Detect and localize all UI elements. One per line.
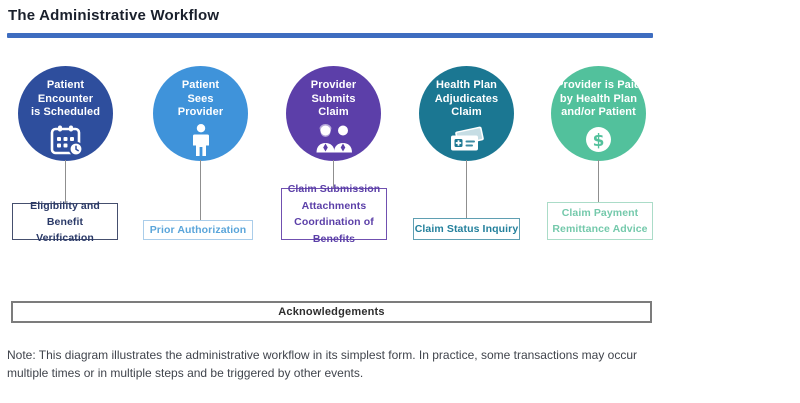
calendar-clock-icon xyxy=(48,124,84,157)
step-circle-patient-sees-provider xyxy=(153,66,248,161)
step-label: Provider Submits Claim xyxy=(310,79,357,118)
acknowledgements-label: Acknowledgements xyxy=(278,306,385,318)
svg-text:$: $ xyxy=(592,130,605,151)
step-circle-patient-encounter xyxy=(18,66,113,161)
transaction-box-claim-payment: Claim Payment Remittance Advice xyxy=(547,202,653,240)
step-circle-provider-paid xyxy=(551,66,646,161)
connector-line xyxy=(466,160,467,218)
acknowledgements-box xyxy=(11,301,652,323)
transaction-box-claim-status: Claim Status Inquiry xyxy=(413,218,520,240)
connector-line xyxy=(598,160,599,202)
step-label: Patient Encounter is Scheduled xyxy=(30,79,101,118)
transaction-box-eligibility: Eligibility and Benefit Verification xyxy=(12,203,118,240)
footnote: Note: This diagram illustrates the administrative workflow in its simplest form. In practice, some transactions may occur multiple times or in multiple steps and be triggered by other events. xyxy=(7,348,637,380)
step-circle-provider-submits-claim xyxy=(286,66,381,161)
title-divider xyxy=(7,33,653,38)
transaction-box-claim-submission: Claim Submission Attachments Coordination of Benefits xyxy=(281,188,387,240)
connector-line xyxy=(200,160,201,220)
patient-icon xyxy=(191,124,211,156)
step-label: Patient Sees Provider xyxy=(177,79,224,118)
providers-icon xyxy=(314,124,354,153)
insurance-card-icon xyxy=(447,124,487,154)
step-circle-health-plan-adjudicates xyxy=(419,66,514,161)
step-label: Health Plan Adjudicates Claim xyxy=(434,79,499,118)
page-title: The Administrative Workflow xyxy=(8,7,220,24)
transaction-box-prior-authorization: Prior Authorization xyxy=(143,220,253,240)
dollar-icon xyxy=(583,124,614,155)
step-label: Provider is Paid by Health Plan and/or Patient xyxy=(556,79,641,118)
